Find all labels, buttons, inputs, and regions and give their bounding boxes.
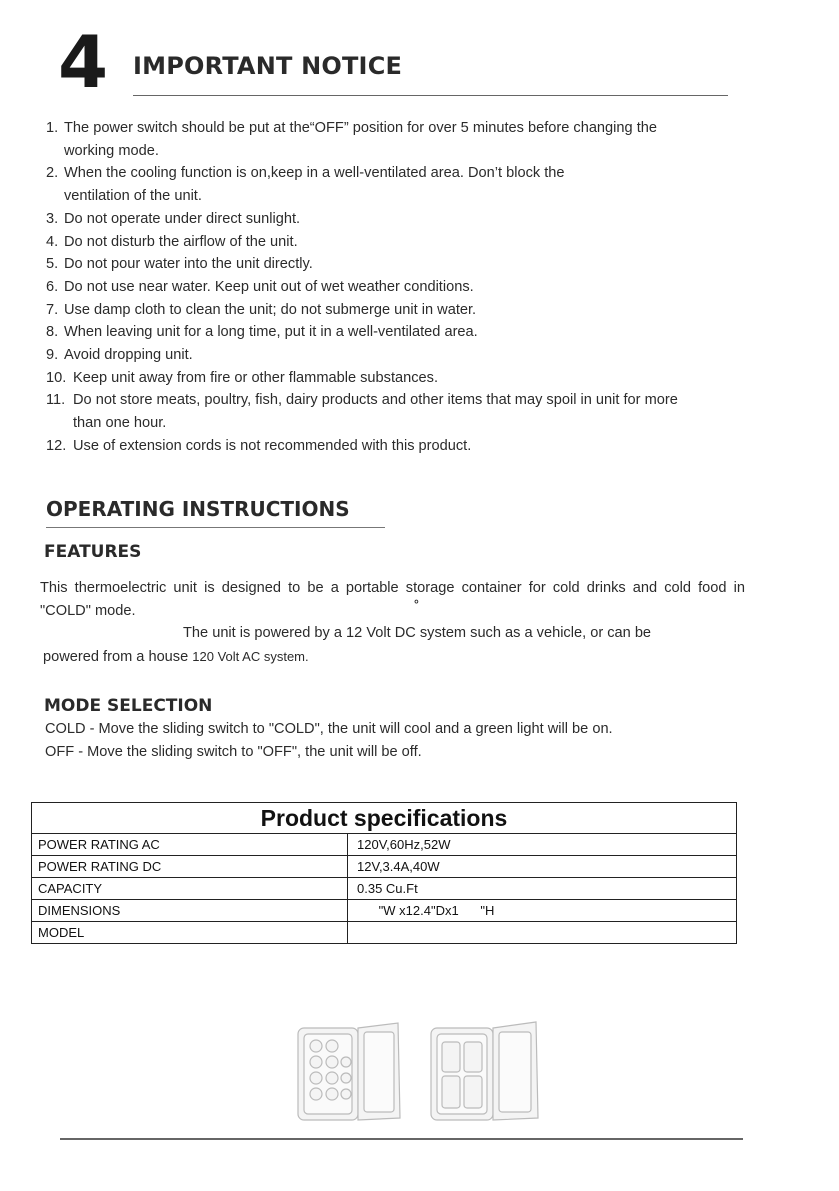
fridge-bottles-image: [431, 1022, 538, 1120]
table-row: POWER RATING AC 120V,60Hz,52W: [32, 834, 736, 856]
item-number: 8.: [46, 324, 59, 341]
list-item: 3. Do not operate under direct sunlight.: [46, 208, 786, 231]
list-item: 11. Do not store meats, poultry, fish, dairy products and other items that may spoil in unit for more than one hour.: [46, 389, 786, 434]
item-number: 1.: [46, 120, 59, 136]
item-number: 7.: [46, 301, 59, 318]
table-row: CAPACITY 0.35 Cu.Ft: [32, 878, 736, 900]
spec-table: [31, 802, 737, 944]
features-house-text: powered from a house 120 Volt AC system.: [43, 649, 309, 665]
section-number: 4: [58, 20, 109, 104]
fridge-cans-image: [298, 1023, 400, 1120]
list-item: 7. Use damp cloth to clean the unit; do not submerge unit in water.: [46, 299, 786, 322]
features-power-text: The unit is powered by a 12 Volt DC system such as a vehicle, or can be: [183, 625, 652, 641]
features-paragraph: This thermoelectric unit is designed to be a portable storage container for cold drinks and cold food in "COLD" mode.: [40, 580, 745, 619]
degree-mark: °: [414, 597, 419, 611]
notice-list: [46, 117, 786, 458]
table-row: MODEL: [32, 922, 736, 943]
item-number: 10.: [46, 369, 67, 386]
list-item: 9. Avoid dropping unit.: [46, 344, 786, 367]
list-item: 1. The power switch should be put at the“OFF” position for over 5 minutes before changing the working mode.: [46, 117, 786, 162]
list-item: 2. When the cooling function is on,keep in a well-ventilated area. Don’t block the ventilation of the unit.: [46, 162, 786, 207]
item-number: 4.: [46, 233, 59, 250]
item-number: 3.: [46, 210, 59, 227]
item-number: 2.: [46, 165, 59, 182]
item-number: 6.: [46, 278, 59, 295]
mode-selection-heading: MODE SELECTION: [44, 696, 213, 716]
operating-instructions-heading: OPERATING INSTRUCTIONS: [46, 497, 350, 521]
item-number: 9.: [46, 347, 59, 364]
list-item: 5. Do not pour water into the unit directly.: [46, 253, 786, 276]
list-item: 12. Use of extension cords is not recommended with this product.: [46, 435, 786, 458]
mode-off-text: OFF - Move the sliding switch to "OFF", the unit will be off.: [45, 744, 422, 760]
table-row: POWER RATING DC 12V,3.4A,40W: [32, 856, 736, 878]
list-item: 4. Do not disturb the airflow of the unit.: [46, 231, 786, 254]
operating-divider: [46, 527, 385, 528]
item-number: 11.: [46, 392, 66, 409]
list-item: 10. Keep unit away from fire or other flammable substances.: [46, 367, 786, 390]
list-item: 8. When leaving unit for a long time, put it in a well-ventilated area.: [46, 321, 786, 344]
mode-cold-text: COLD - Move the sliding switch to "COLD", the unit will cool and a green light will be on.: [45, 721, 613, 737]
page-title: IMPORTANT NOTICE: [133, 52, 403, 80]
fridge-illustration: [296, 1020, 541, 1125]
spec-title: Product specifications: [32, 803, 736, 834]
list-item: 6. Do not use near water. Keep unit out of wet weather conditions.: [46, 276, 786, 299]
title-divider: [133, 95, 728, 96]
item-number: 5.: [46, 256, 59, 273]
table-row: DIMENSIONS "W x12.4"Dx1 "H: [32, 900, 736, 922]
footer-divider: [60, 1138, 743, 1140]
item-number: 12.: [46, 437, 67, 454]
features-heading: FEATURES: [44, 542, 142, 562]
